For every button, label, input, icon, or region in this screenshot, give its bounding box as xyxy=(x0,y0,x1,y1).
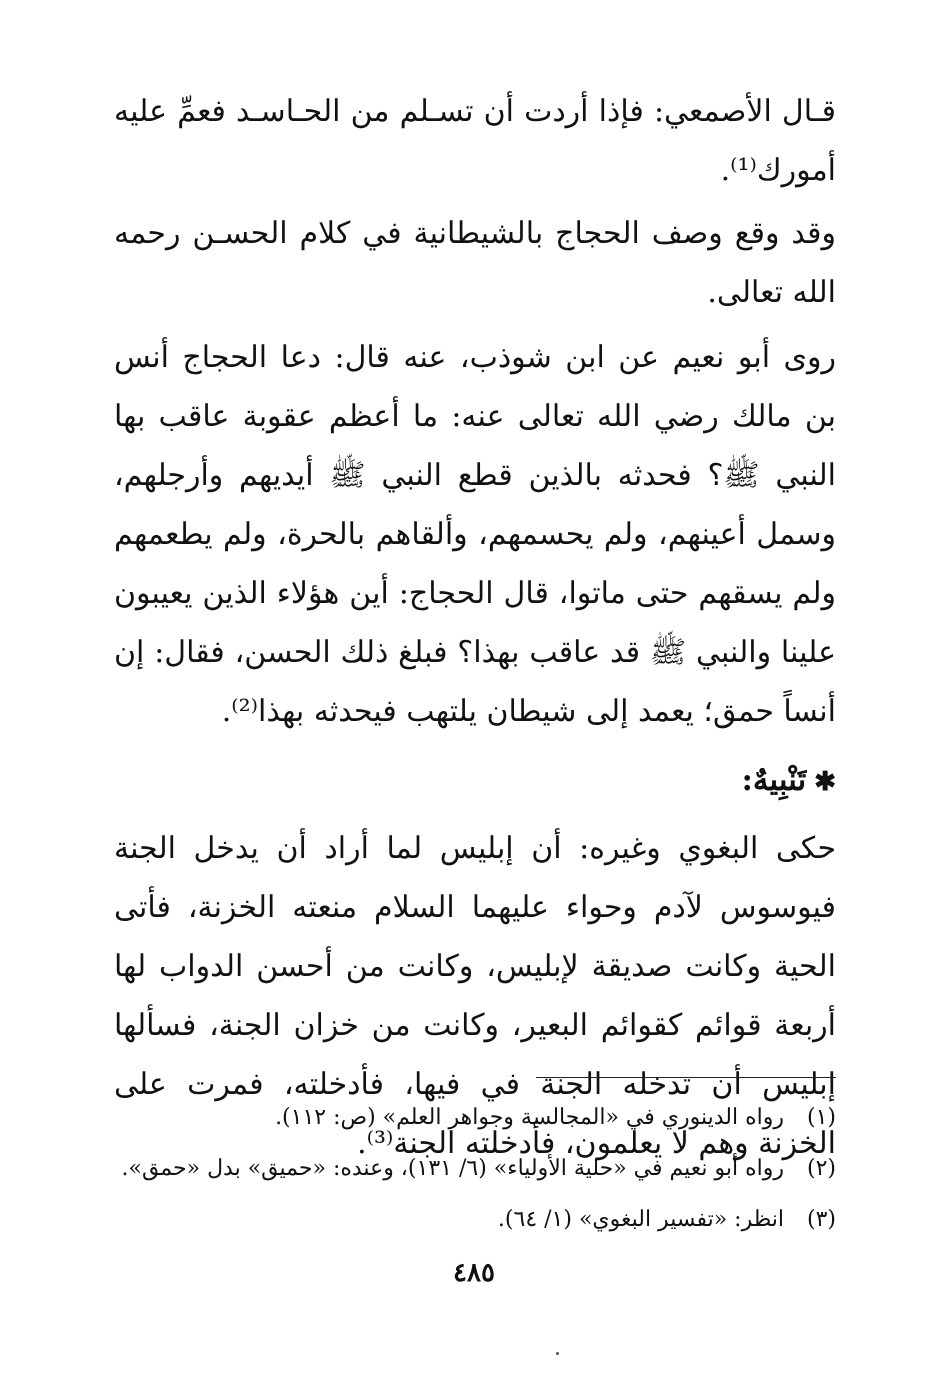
footnote-3 xyxy=(114,1194,836,1245)
footnote-number: (١) xyxy=(806,1105,836,1130)
paragraph-baghawi-story: حكى البغوي وغيره: أن إبليس لما أراد أن يدخل الجنة فيوسوس لآدم وحواء عليهما السلام منعته الخزنة، فأتى الحية وكانت صديقة لإبليس، وكانت من أحسن الدواب لها أربعة قوائم كقوائم البعير، وكانت من خزان الجنة، فسألها إبليس أن تدخله الجنة في فيها، فأدخلته، فمرت على الخزنة وهم لا يعلمون، فأدخلته الجنة⁽³⁾. xyxy=(114,831,836,1161)
section-heading-tanbih xyxy=(114,751,836,811)
main-text xyxy=(114,82,836,1173)
paragraph-asmai: قـال الأصمعي: فإذا أردت أن تسـلم من الحـاسـد فعمِّ عليه أمورك⁽¹⁾. xyxy=(114,94,836,188)
asterisk-icon: ✱ xyxy=(814,767,836,797)
section-heading-label: تَنْبِيهٌ: xyxy=(741,762,807,798)
footnote-text: رواه أبو نعيم في «حلية الأولياء» (٦/ ١٣١)، وعنده: «حميق» بدل «حمق». xyxy=(121,1156,784,1181)
scan-speck xyxy=(556,1352,559,1355)
footnotes xyxy=(114,1092,836,1245)
footnote-1 xyxy=(114,1092,836,1143)
footnote-number: (٢) xyxy=(806,1156,836,1181)
footnote-number: (٣) xyxy=(806,1207,836,1232)
page-number: ٤٨٥ xyxy=(453,1258,495,1288)
paragraph-abu-nuaym-narration: روى أبو نعيم عن ابن شوذب، عنه قال: دعا الحجاج أنس بن مالك رضي الله تعالى عنه: ما أعظم عقوبة عاقب بها النبي ﷺ؟ فحدثه بالذين قطع النبي ﷺ أيديهم وأرجلهم، وسمل أعينهم، ولم يحسمهم، وألقاهم بالحرة، ولم يطعمهم ولم يسقهم حتى ماتوا، قال الحجاج: أين هؤلاء الذين يعيبون علينا والنبي ﷺ قد عاقب بهذا؟ فبلغ ذلك الحسن، فقال: إن أنساً حمق؛ يعمد إلى شيطان يلتهب فيحدثه بهذا⁽²⁾. xyxy=(114,340,837,729)
paragraph-hajjaj-shaytaniyya: وقد وقع وصف الحجاج بالشيطانية في كلام الحسـن رحمه الله تعالى. xyxy=(114,216,836,310)
footnote-text: انظر: «تفسير البغوي» (١/ ٦٤). xyxy=(497,1207,784,1232)
footnote-2 xyxy=(114,1143,836,1194)
footnote-text: رواه الدينوري في «المجالسة وجواهر العلم» (ص: ١١٢). xyxy=(275,1105,784,1130)
footnote-separator xyxy=(536,1077,836,1078)
